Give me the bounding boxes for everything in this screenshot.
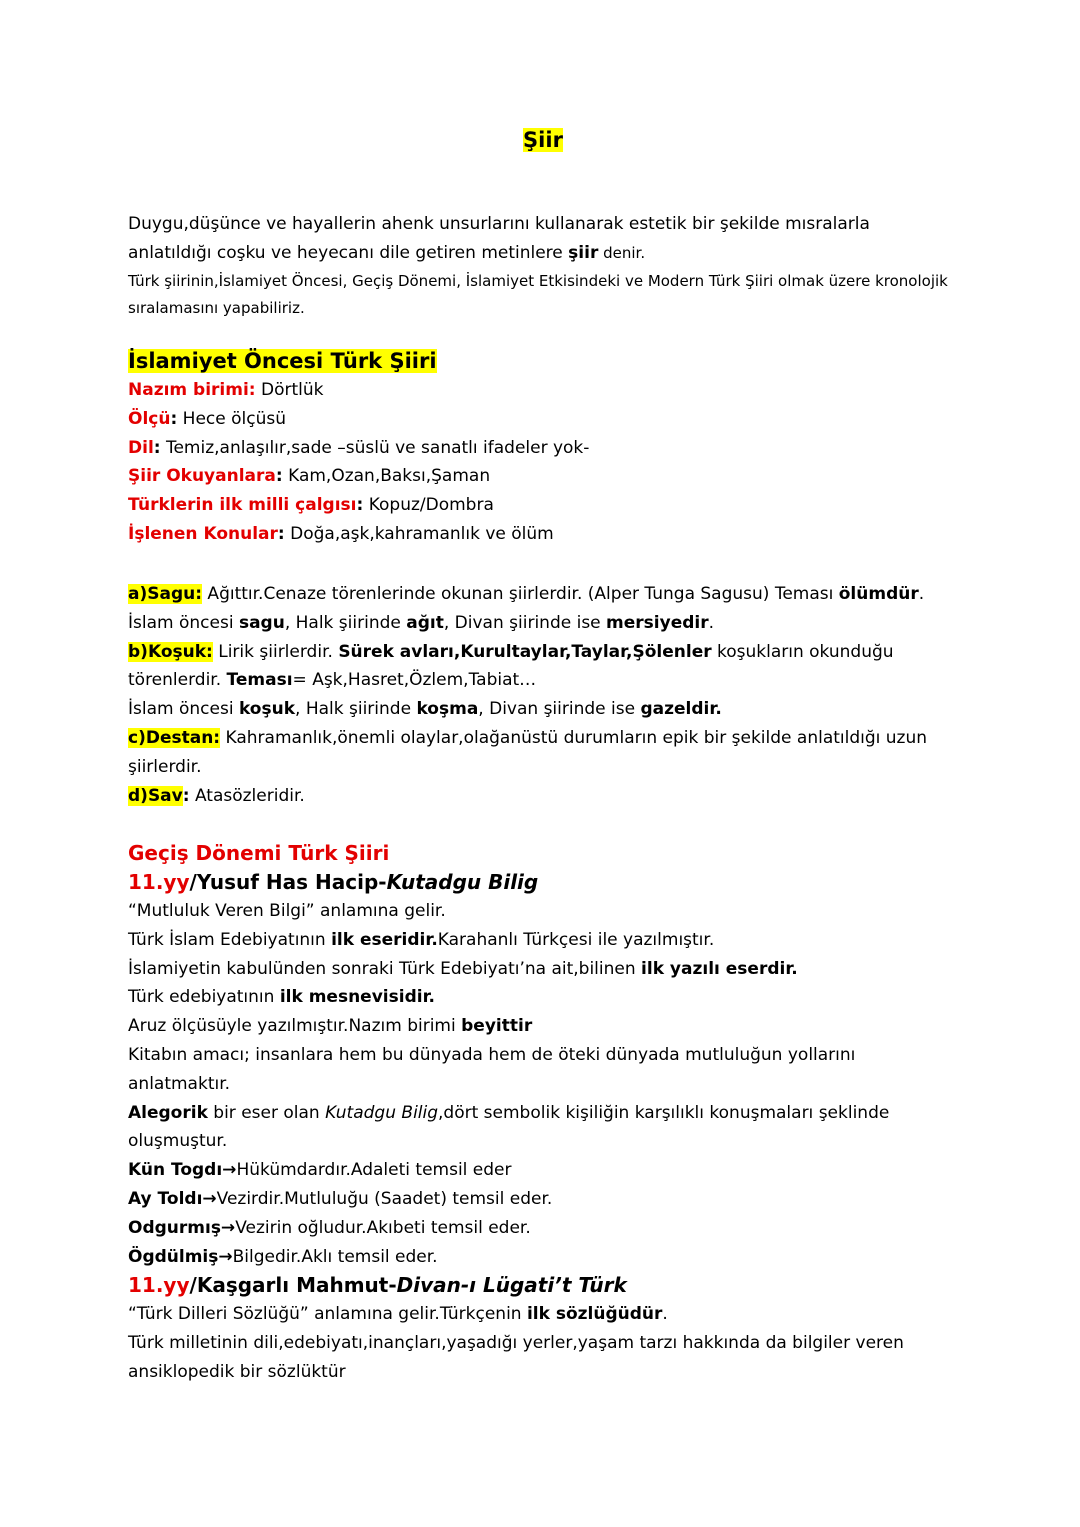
kutadgu-meaning: “Mutluluk Veren Bilgi” anlamına gelir. (128, 901, 446, 921)
kutadgu-first-written: İslamiyetin kabulünden sonraki Türk Edebiyatı’na ait,bilinen ilk yazılı eserdir. (128, 958, 798, 979)
destan-paragraph: c)Destan: Kahramanlık,önemli olaylar,olağanüstü durumların epik bir şekilde anlatıldığı uzun şiirlerdir. (128, 727, 928, 777)
intro-chronology: Türk şiirinin,İslamiyet Öncesi, Geçiş Dönemi, İslamiyet Etkisindeki ve Modern Türk Şiiri olmak üzere kronolojik sıralamasını yapabiliriz. (128, 271, 948, 317)
intro-section (128, 210, 958, 322)
kutadgu-allegory: Alegorik bir eser olan Kutadgu Bilig,dört sembolik kişiliğin karşılıklı konuşmaları şeklinde oluşmuştur. (128, 1102, 890, 1152)
character-ogdulmis: Ögdülmiş→Bilgedir.Aklı temsil eder. (128, 1246, 438, 1267)
kosuk-paragraph: b)Koşuk: Lirik şiirlerdir. Sürek avları,Kurultaylar,Taylar,Şölenler koşukların okunduğu törenlerdir. Teması= Aşk,Hasret,Özlem,Tabiat… (128, 641, 894, 691)
divan-description: Türk milletinin dili,edebiyatı,inançları,yaşadığı yerler,yaşam tarzı hakkında da bilgiler veren ansiklopedik bir sözlüktür (128, 1333, 904, 1382)
islamiyet-heading: İslamiyet Öncesi Türk Şiiri (128, 349, 437, 373)
gecis-heading: Geçiş Dönemi Türk Şiiri (128, 841, 390, 865)
gecis-section (128, 838, 958, 1387)
prop-konular: İşlenen Konular: Doğa,aşk,kahramanlık ve ölüm (128, 523, 554, 544)
prop-dil: Dil: Temiz,anlaşılır,sade –süslü ve sanatlı ifadeler yok- (128, 437, 590, 458)
sav-paragraph: d)Sav: Atasözleridir. (128, 785, 305, 806)
divan-meaning: “Türk Dilleri Sözlüğü” anlamına gelir.Türkçenin ilk sözlüğüdür. (128, 1304, 668, 1325)
prop-olcu: Ölçü: Hece ölçüsü (128, 408, 287, 429)
sagu-paragraph: a)Sagu: Ağıttır.Cenaze törenlerinde okunan şiirlerdir. (Alper Tunga Sagusu) Teması ölümdür. (128, 584, 925, 604)
islamiyet-section (128, 346, 958, 549)
sagu-comparison: İslam öncesi sagu, Halk şiirinde ağıt, Divan şiirinde ise mersiyedir. (128, 612, 715, 633)
page-title: Şiir (523, 128, 563, 152)
kutadgu-aruz: Aruz ölçüsüyle yazılmıştır.Nazım birimi beyittir (128, 1016, 533, 1037)
prop-okuyanlar: Şiir Okuyanlara: Kam,Ozan,Baksı,Şaman (128, 466, 491, 487)
intro-paragraph: Duygu,düşünce ve hayallerin ahenk unsurlarını kullanarak estetik bir şekilde mısralarla anlatıldığı coşku ve heyecanı dile getiren metinlere şiir denir. (128, 214, 870, 263)
genres-section (128, 580, 958, 810)
prop-nazim: Nazım birimi: Dörtlük (128, 380, 324, 400)
divan-heading: 11.yy/Kaşgarlı Mahmut-Divan-ı Lügati’t Türk (128, 1273, 627, 1298)
kutadgu-mesnevi: Türk edebiyatının ilk mesnevisidir. (128, 987, 435, 1008)
character-kun-togdi: Kün Togdı→Hükümdardır.Adaleti temsil eder (128, 1160, 512, 1181)
prop-calgi: Türklerin ilk milli çalgısı: Kopuz/Dombra (128, 495, 494, 516)
kutadgu-heading: 11.yy/Yusuf Has Hacip-Kutadgu Bilig (128, 870, 539, 894)
character-ay-toldi: Ay Toldı→Vezirdir.Mutluluğu (Saadet) temsil eder. (128, 1188, 553, 1209)
character-odgurmis: Odgurmış→Vezirin oğludur.Akıbeti temsil eder. (128, 1217, 531, 1238)
kutadgu-purpose: Kitabın amacı; insanlara hem bu dünyada hem de öteki dünyada mutluluğun yollarını anlatmaktır. (128, 1044, 856, 1094)
kosuk-comparison: İslam öncesi koşuk, Halk şiirinde koşma, Divan şiirinde ise gazeldir. (128, 699, 722, 720)
kutadgu-first-work: Türk İslam Edebiyatının ilk eseridir.Karahanlı Türkçesi ile yazılmıştır. (128, 929, 715, 950)
